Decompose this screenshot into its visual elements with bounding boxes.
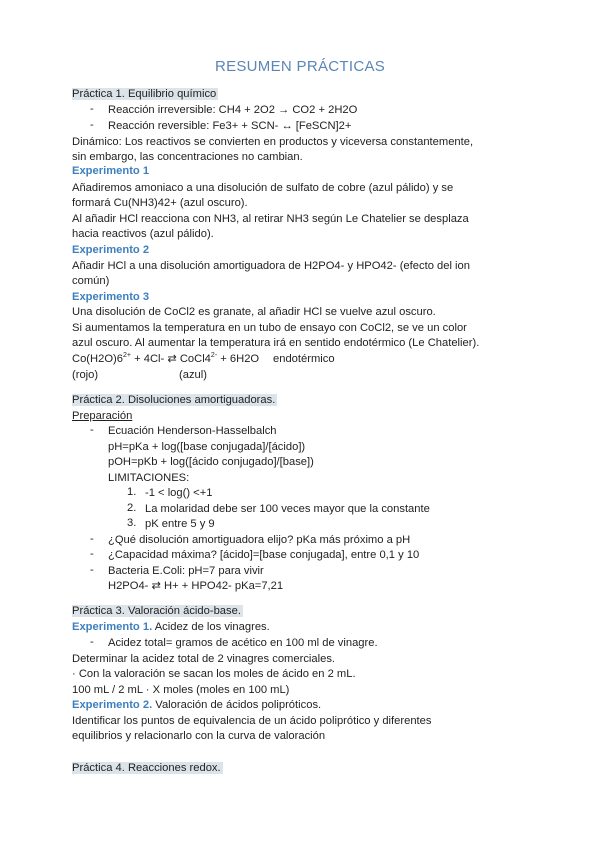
subheading-preparacion: Preparación <box>72 410 133 422</box>
list-number: 3. <box>127 517 137 529</box>
section-heading-p4: Práctica 4. Reacciones redox. <box>72 762 221 774</box>
bullet-dash: - <box>90 533 94 545</box>
paragraph-line: Identificar los puntos de equivalencia de un ácido poliprótico y diferentes <box>72 715 432 727</box>
color-label-red: (rojo) <box>72 369 99 381</box>
bullet-dash: - <box>90 119 94 131</box>
list-item: ¿Capacidad máxima? [ácido]=[base conjugada], entre 0,1 y 10 <box>108 549 420 561</box>
bullet-dash: - <box>90 548 94 560</box>
paragraph-line: formará Cu(NH3)42+ (azul oscuro). <box>72 197 248 209</box>
bullet-dash: - <box>90 564 94 576</box>
paragraph-line: Dinámico: Los reactivos se convierten en productos y viceversa constantemente, <box>72 136 474 148</box>
experiment-heading: Experimento 3 <box>72 291 150 303</box>
paragraph-line: Añadir HCl a una disolución amortiguadora de H2PO4- y HPO42- (efecto del ion <box>72 260 470 272</box>
list-item: La molaridad debe ser 100 veces mayor que la constante <box>145 503 430 515</box>
paragraph-line: sin embargo, las concentraciones no cambian. <box>72 151 303 163</box>
list-item: Reacción irreversible: CH4 + 2O2 → CO2 + 2H2O <box>108 104 358 116</box>
paragraph-line: equilibrios y relacionarlo con la curva de valoración <box>72 730 326 742</box>
list-item: pK entre 5 y 9 <box>145 518 215 530</box>
formula-line: pH=pKa + log([base conjugada]/[ácido]) <box>108 441 306 453</box>
formula-line: pOH=pKb + log([ácido conjugado]/[base]) <box>108 456 314 468</box>
section-heading-p3: Práctica 3. Valoración ácido-base. <box>72 605 241 617</box>
experiment-line: Experimento 1. Acidez de los vinagres. <box>72 621 270 633</box>
list-item: Ecuación Henderson-Hasselbalch <box>108 425 277 437</box>
list-number: 1. <box>127 486 137 498</box>
paragraph-line: Si aumentamos la temperatura en un tubo de ensayo con CoCl2, se ve un color <box>72 322 467 334</box>
limitations-label: LIMITACIONES: <box>108 472 190 484</box>
equation-line: $Co(H2O)6^{2+} + 4Cl-$ ⇄ $CoCl4^{2-} + 6H2O$ <box>72 352 260 365</box>
paragraph-line: hacia reactivos (azul pálido). <box>72 228 214 240</box>
section-heading-p2: Práctica 2. Disoluciones amortiguadoras. <box>72 394 276 406</box>
equation-note: endotérmico <box>273 353 335 365</box>
color-label-blue: (azul) <box>179 369 207 381</box>
bullet-dash: - <box>90 636 94 648</box>
list-number: 2. <box>127 502 137 514</box>
list-item: -1 < log() <+1 <box>145 487 213 499</box>
paragraph-line: Añadiremos amoniaco a una disolución de sulfato de cobre (azul pálido) y se <box>72 182 454 194</box>
list-item: Bacteria E.Coli: pH=7 para vivir <box>108 565 264 577</box>
paragraph-line: · Con la valoración se sacan los moles de ácido en 2 mL. <box>72 668 356 680</box>
paragraph-line: 100 mL / 2 mL · X moles (moles en 100 mL) <box>72 684 290 696</box>
list-item: Reacción reversible: Fe3+ + SCN- ↔ [FeSCN]2+ <box>108 120 352 132</box>
paragraph-line: Determinar la acidez total de 2 vinagres comerciales. <box>72 653 336 665</box>
formula-line: H2PO4- ⇄ H+ + HPO42- pKa=7,21 <box>108 580 284 592</box>
bullet-dash: - <box>90 424 94 436</box>
experiment-line: Experimento 2. Valoración de ácidos polipróticos. <box>72 699 322 711</box>
bullet-dash: - <box>90 103 94 115</box>
page-title: RESUMEN PRÁCTICAS <box>214 58 386 75</box>
experiment-heading: Experimento 1 <box>72 165 150 177</box>
paragraph-line: Una disolución de CoCl2 es granate, al añadir HCl se vuelve azul oscuro. <box>72 306 436 318</box>
list-item: Acidez total= gramos de acético en 100 ml de vinagre. <box>108 637 378 649</box>
paragraph-line: común) <box>72 275 110 287</box>
paragraph-line: azul oscuro. Al aumentar la temperatura irá en sentido endotérmico (Le Chatelier). <box>72 337 480 349</box>
section-heading-p1: Práctica 1. Equilibrio químico <box>72 88 217 100</box>
experiment-heading: Experimento 2 <box>72 244 150 256</box>
paragraph-line: Al añadir HCl reacciona con NH3, al retirar NH3 según Le Chatelier se desplaza <box>72 213 469 225</box>
list-item: ¿Qué disolución amortiguadora elijo? pKa más próximo a pH <box>108 534 411 546</box>
